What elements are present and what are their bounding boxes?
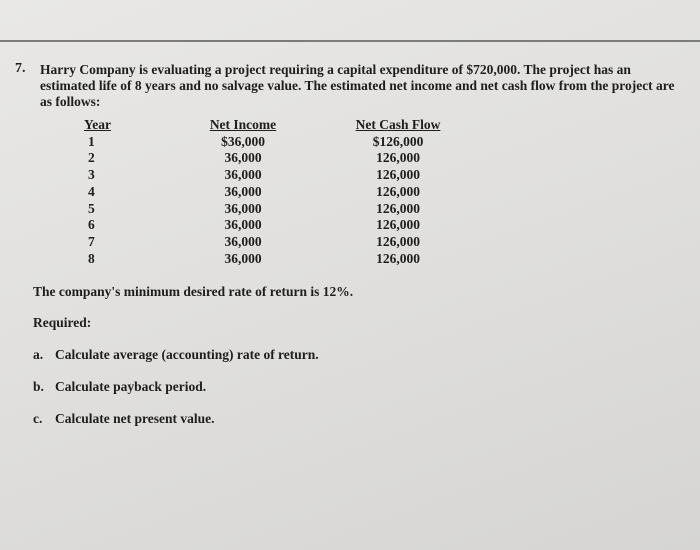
net-cash-flow-cell: $126,000 [372, 133, 424, 149]
net-cash-flow-cell: 126,000 [376, 217, 420, 233]
year-cell: 5 [88, 200, 95, 216]
net-cash-flow-header: Net Cash Flow [355, 117, 441, 132]
requirement-label: a. [33, 347, 44, 362]
question-number: 7. [15, 61, 26, 76]
net-income-cell: 36,000 [224, 250, 262, 266]
requirement-label: b. [33, 379, 44, 394]
net-cash-flow-column [353, 117, 443, 267]
net-income-cell: 36,000 [224, 183, 262, 199]
net-cash-flow-cell: 126,000 [376, 233, 420, 249]
year-cell: 2 [88, 150, 95, 166]
question-text: Harry Company is evaluating a project requiring a capital expenditure of $720,000. The project has an estimated life of 8 years and no salvage value. The estimated net income and net cash flow from the project are as follows: [40, 62, 675, 109]
net-income-cell: 36,000 [224, 150, 262, 166]
net-income-header: Net Income [209, 117, 277, 132]
net-cash-flow-cell: 126,000 [376, 150, 420, 166]
requirement-text: Calculate payback period. [55, 379, 207, 394]
net-cash-flow-cell: 126,000 [376, 183, 420, 199]
year-cell: 7 [88, 233, 95, 249]
requirement-label: c. [33, 411, 43, 426]
net-income-cell: 36,000 [224, 167, 262, 183]
required-heading: Required: [33, 315, 92, 330]
net-cash-flow-cell: 126,000 [376, 200, 420, 216]
net-income-cell: $36,000 [221, 133, 265, 149]
year-cell: 8 [88, 250, 95, 266]
year-header: Year [84, 117, 111, 132]
requirement-text: Calculate net present value. [55, 411, 215, 426]
year-cell: 4 [88, 183, 95, 199]
net-income-cell: 36,000 [224, 200, 262, 216]
net-income-column [204, 117, 282, 267]
net-income-cell: 36,000 [224, 217, 262, 233]
top-rule [0, 40, 700, 42]
year-column [84, 117, 114, 267]
net-cash-flow-cell: 126,000 [376, 167, 420, 183]
requirement-text: Calculate average (accounting) rate of return. [55, 347, 319, 362]
net-cash-flow-cell: 126,000 [376, 250, 420, 266]
year-cell: 3 [88, 167, 95, 183]
net-income-cell: 36,000 [224, 233, 262, 249]
year-cell: 6 [88, 217, 95, 233]
year-cell: 1 [88, 133, 95, 149]
minimum-rate-statement: The company's minimum desired rate of return is 12%. [33, 284, 354, 299]
